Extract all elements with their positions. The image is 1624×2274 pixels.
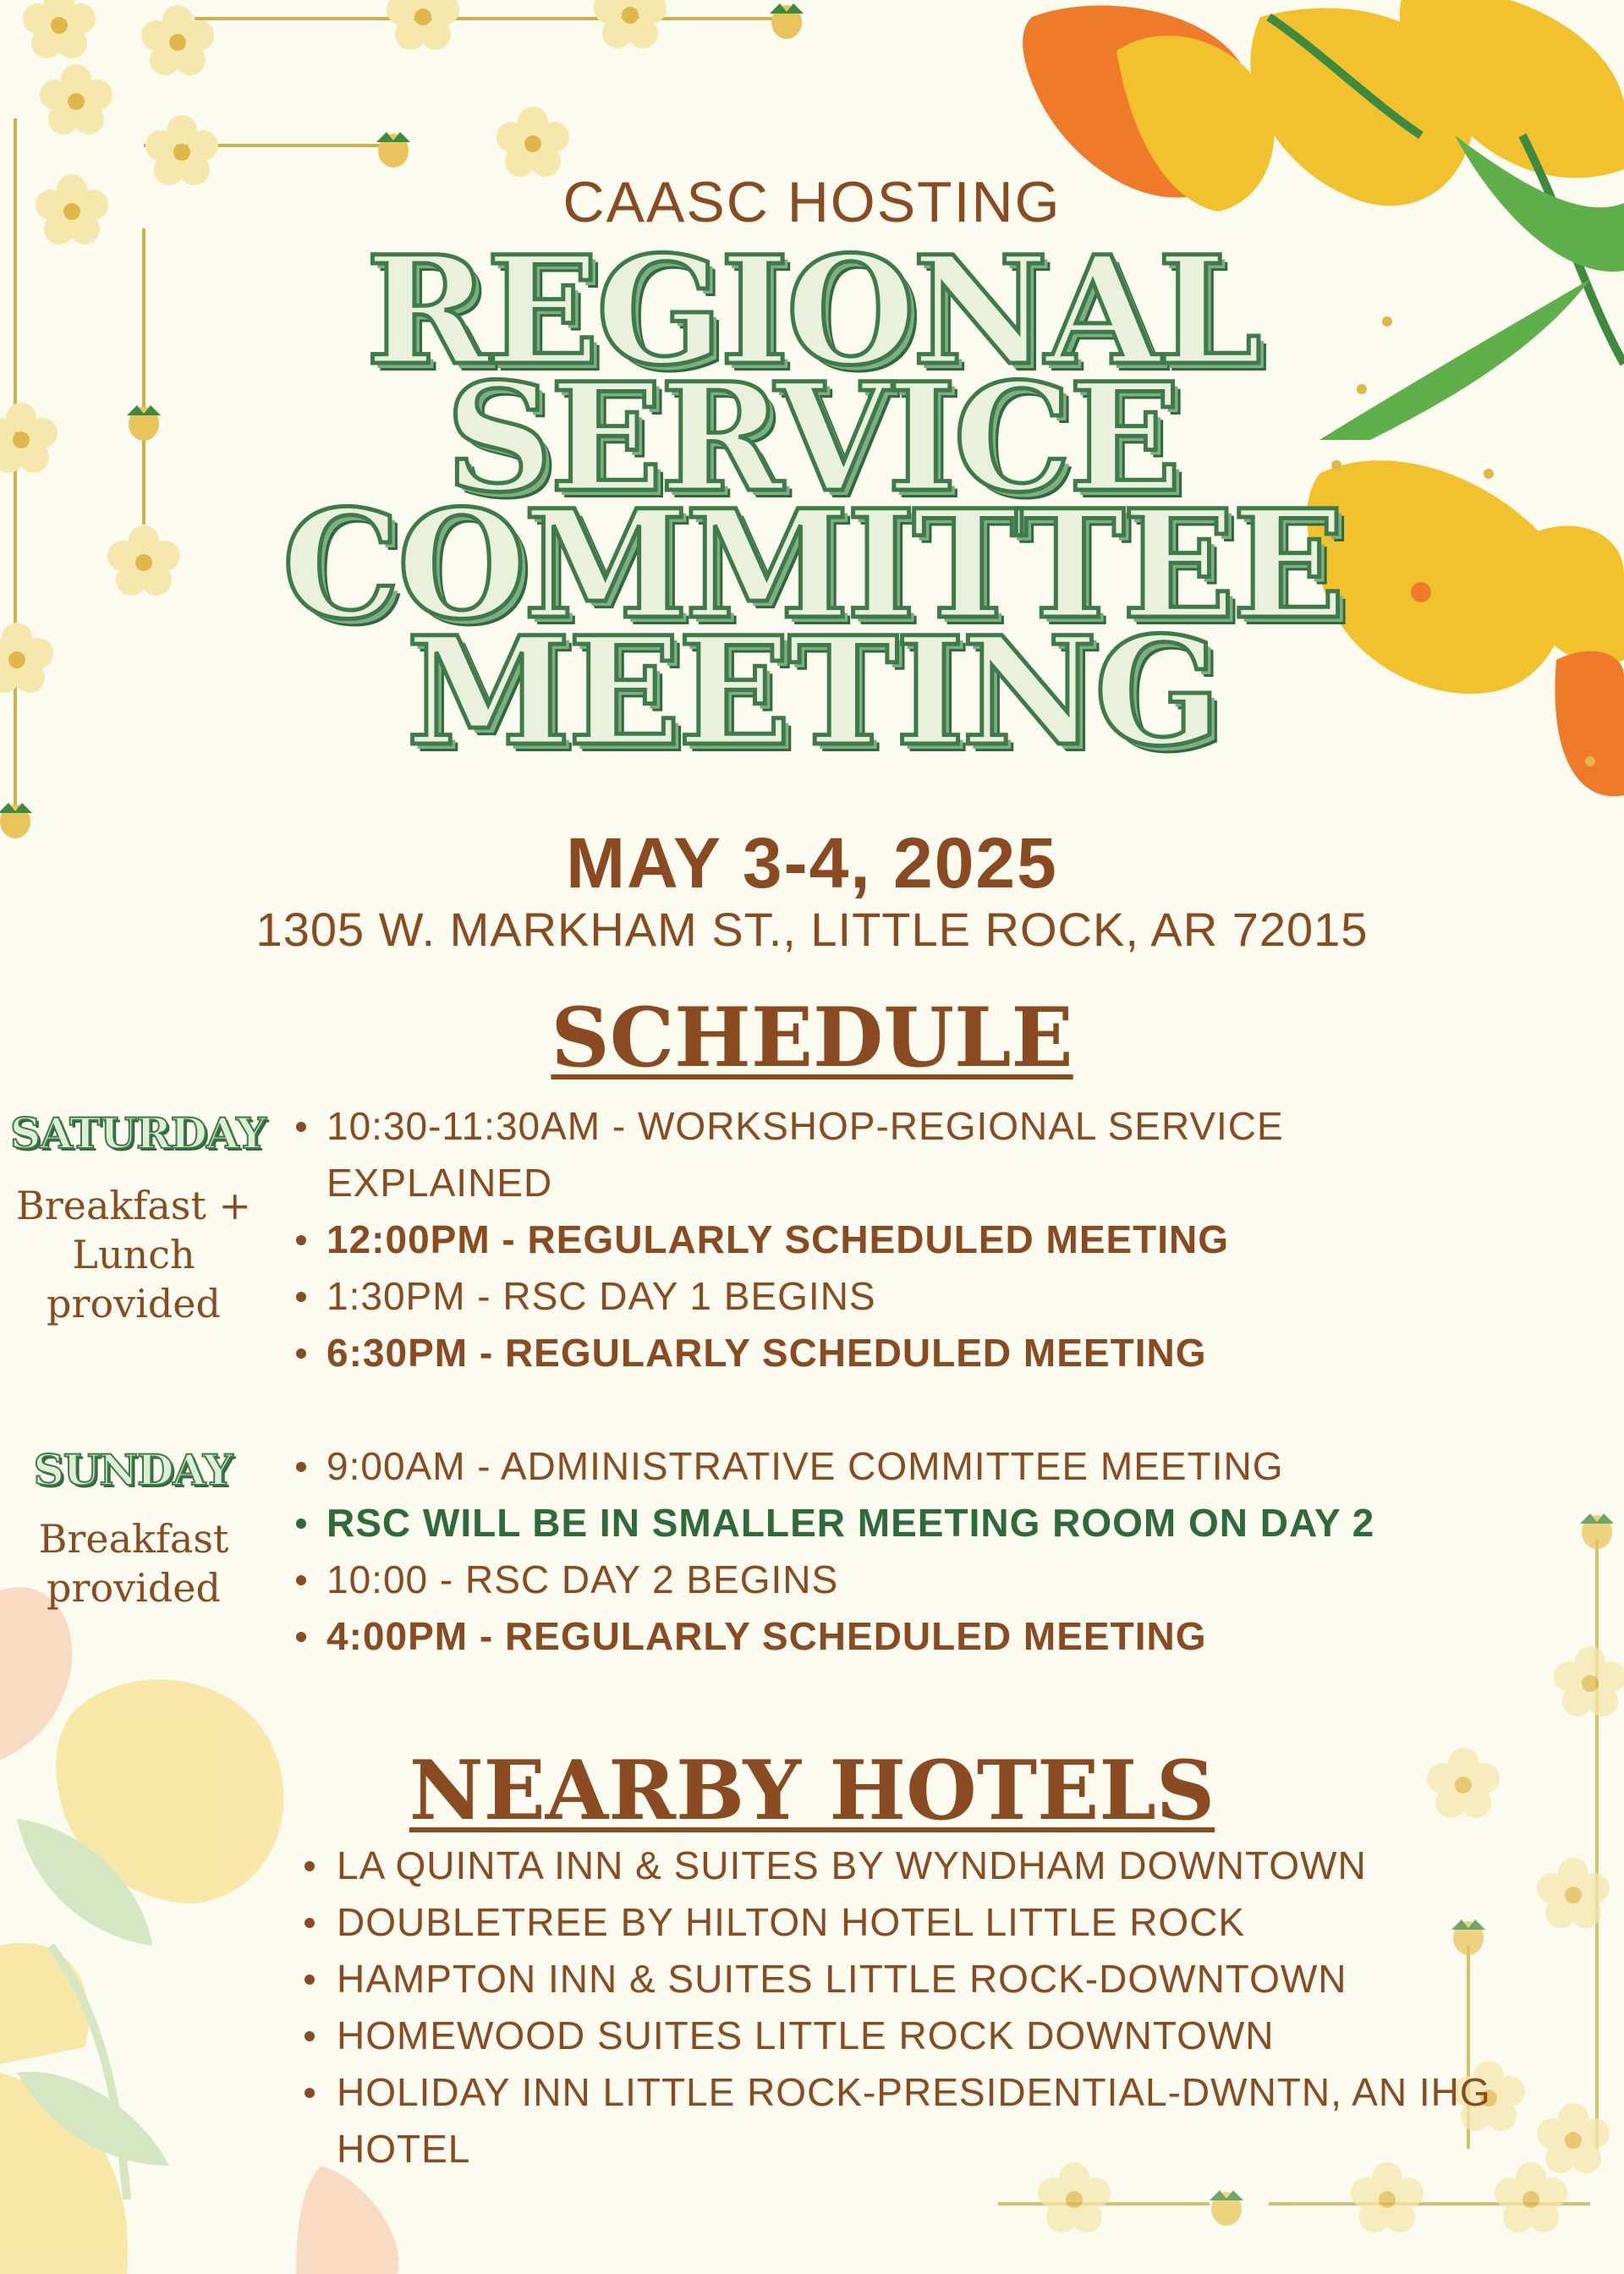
hosting-subtitle: CAASC HOSTING [562, 170, 1062, 234]
event-date: MAY 3-4, 2025 [566, 823, 1058, 903]
schedule-item: 12:00PM - REGULARLY SCHEDULED MEETING [288, 1211, 1379, 1268]
schedule-item: 10:30-11:30AM - WORKSHOP-REGIONAL SERVICE EXPLAINED [288, 1098, 1379, 1211]
sunday-note [7, 1514, 261, 1612]
saturday-note [7, 1181, 261, 1328]
schedule-item: 4:00PM - REGULARLY SCHEDULED MEETING [288, 1608, 1556, 1665]
title-line-3: COMMITTEE [282, 477, 1342, 652]
schedule-item: 9:00AM - ADMINISTRATIVE COMMITTEE MEETING [288, 1438, 1556, 1495]
hotel-item: HOMEWOOD SUITES LITTLE ROCK DOWNTOWN [296, 2008, 1497, 2064]
sunday-label: SUNDAY [33, 1445, 233, 1495]
saturday-schedule-list [288, 1098, 1379, 1381]
hotel-item: LA QUINTA INN & SUITES BY WYNDHAM DOWNTOWN [296, 1837, 1497, 1894]
schedule-item: 1:30PM - RSC DAY 1 BEGINS [288, 1268, 1379, 1325]
schedule-item: 10:00 - RSC DAY 2 BEGINS [288, 1552, 1556, 1608]
saturday-note-line: Lunch [72, 1232, 195, 1277]
sunday-note-line: provided [47, 1565, 221, 1611]
hotel-item: DOUBLETREE BY HILTON HOTEL LITTLE ROCK [296, 1894, 1497, 1951]
event-address: 1305 W. MARKHAM ST., LITTLE ROCK, AR 72015 [255, 903, 1369, 956]
hotels-list [296, 1837, 1497, 2178]
schedule-heading: SCHEDULE [551, 990, 1073, 1085]
title-line-1: REGIONAL [365, 223, 1259, 398]
title-line-2: SERVICE [445, 350, 1179, 525]
hotel-item: HOLIDAY INN LITTLE ROCK-PRESIDENTIAL-DWNTN, AN IHG HOTEL [296, 2064, 1497, 2178]
schedule-item: 6:30PM - REGULARLY SCHEDULED MEETING [288, 1325, 1379, 1381]
saturday-label: SATURDAY [10, 1108, 266, 1158]
hotels-heading: NEARBY HOTELS [409, 1743, 1215, 1838]
sunday-note-line: Breakfast [38, 1516, 229, 1562]
schedule-item-highlight: RSC WILL BE IN SMALLER MEETING ROOM ON DAY 2 [288, 1495, 1556, 1552]
saturday-note-line: Breakfast + [15, 1183, 252, 1228]
sunday-schedule-list [288, 1438, 1556, 1665]
saturday-note-line: provided [47, 1281, 221, 1326]
hotel-item: HAMPTON INN & SUITES LITTLE ROCK-DOWNTOWN [296, 1951, 1497, 2008]
title-line-4: MEETING [406, 604, 1218, 779]
